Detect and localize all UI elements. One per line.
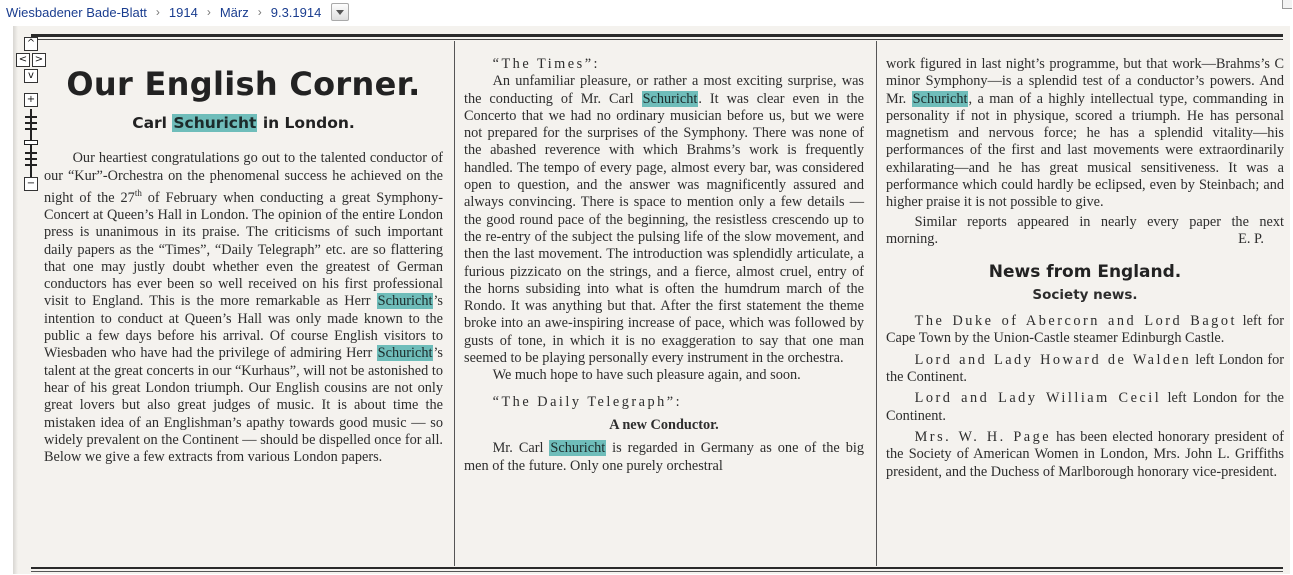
- zoom-out-button[interactable]: [24, 177, 38, 191]
- subtitle-rest: in London.: [262, 114, 355, 132]
- news-item: Lord and Lady Howard de Walden left London for the Continent.: [886, 351, 1284, 386]
- superscript: th: [134, 187, 142, 198]
- article-subtitle: [44, 115, 443, 132]
- corner-indicator: [1282, 0, 1292, 9]
- minus-icon: −: [26, 178, 36, 189]
- similar-reports: Similar reports appeared in nearly every paper the next morning.: [886, 213, 1284, 247]
- top-rule: [31, 34, 1283, 37]
- times-quote: An unfamiliar pleasure, or rather a most exciting surprise, was the conducting of Mr. Carl Schuricht. It was clear even in the Concerto that we had no ordinary musician before us, but we were not prepared for the surprises of the Symphony. There was none of the abashed reverence with which Brahms’s work is frequently handled. The tempo of every page, almost every bar, was considered open to question, and the answer was magnificently assured and always convincing. There is space to mention only a few details — the good round pace of the beginning, the resistless crescendo up to the re-entry of the subject the pulsing life of the slow movement, and then the last movement. The introduction was splendidly articulate, a furious pizzicato on the strings, and a fierce, almost cruel, entry of the horns subsiding into what is often the humdrum march of the Rondo. It was anything but that. After the first statement the theme broke into an awe-inspiring increase of pace, which was followed by gusts of tone, in which it is no exaggeration to say that one man seemed to be playing personally every instrument in the orchestra.: [464, 73, 864, 367]
- breadcrumb-separator: ›: [206, 5, 211, 19]
- article-column-3: [886, 56, 1284, 481]
- search-highlight: Schuricht: [550, 440, 606, 457]
- zoom-slider-track[interactable]: [30, 109, 32, 185]
- hope-paragraph: We much hope to have such pleasure again, and soon.: [492, 367, 801, 384]
- article-paragraph: Our heartiest congratulations go out to the talented conductor of our “Kur”-Orchestra on the phenomenal success he achieved on the night of the 27th of February when conducting a great Symphony-Concert at Queen’s Hall in London. The opinion of the entire London press is unanimous in its praise. The criticisms of such important daily papers as the “Times”, “Daily Telegraph” etc. are so flattering that one may justly doubt whether even the greatest of German conductors has ever been so well received on his first professional visit to England. This is the more remarkable as Herr Schuricht’s intention to conduct at Queen’s Hall was only made known to the public a few days before his arrival. Of course English visitors to Wiesbaden who have had the privilege of admiring Herr Schuricht’s talent at the great concerts in our “Kurhaus”, will not be astonished to hear of his great London triumph. Our English cousins are not only great lovers but also great judges of music. It is about time the mistaken idea of an Englishman’s apathy towards good music — so widely prevalent on the Continent — should be dispelled once for all. Below we give a few extracts from various London papers.: [44, 150, 444, 466]
- subtitle-first-name: Carl: [132, 114, 167, 132]
- zoom-slider-tick: [25, 122, 37, 124]
- pan-down-button[interactable]: [24, 69, 38, 83]
- zoom-slider-tick: [25, 116, 37, 118]
- pan-left-button[interactable]: [16, 53, 30, 67]
- signature: E. P.: [1238, 231, 1264, 248]
- breadcrumb-item-year[interactable]: 1914: [168, 4, 198, 20]
- column-divider: [454, 41, 455, 566]
- breadcrumb: [0, 0, 1293, 24]
- column-divider: [876, 41, 877, 566]
- breadcrumb-item-date[interactable]: 9.3.1914: [270, 4, 322, 20]
- arrow-down-icon: v: [28, 70, 34, 81]
- news-item: The Duke of Abercorn and Lord Bagot left for Cape Town by the Union-Castle steamer Edinburgh Castle.: [886, 313, 1284, 347]
- article-column-2: [464, 56, 864, 475]
- telegraph-quote-continued: work figured in last night’s programme, but that work—Brahms’s C minor Symphony—is a splendid test of a conductor’s powers. And Mr. Schuricht, a man of a highly intellectual type, commanding in personality if not in physique, scored a triumph. He has personal magnetism and nervous force; he has a splendid vitality—his performances of the first and last movements were extraordinarily exhilarating—and he has great musical sensitiveness. It was a performance which could hardly be eclipsed, even by Steinbach; and higher praise it is not possible to give.: [886, 56, 1284, 211]
- newspaper-page-view[interactable]: [13, 26, 1290, 574]
- telegraph-heading: “The Daily Telegraph”:: [492, 393, 683, 410]
- news-item: Mrs. W. H. Page has been elected honorary president of the Society of American Women in London, Mrs. John L. Griffiths president, and the Duchess of Marlborough honorary vice-president.: [886, 428, 1284, 480]
- article-column-1: [44, 66, 443, 466]
- top-rule-thin: [31, 39, 1283, 40]
- search-highlight: Schuricht: [912, 90, 968, 107]
- telegraph-quote: Mr. Carl Schuricht is regarded in Germany as one of the big men of the future. Only one purely orchestral: [464, 440, 864, 474]
- search-highlight: Schuricht: [173, 114, 257, 132]
- zoom-slider-tick: [25, 128, 37, 130]
- bottom-rule-thin: [31, 571, 1283, 572]
- article-title: Our English Corner.: [66, 65, 421, 103]
- news-heading: News from England.: [988, 261, 1182, 282]
- bottom-rule: [31, 567, 1283, 569]
- pan-right-button[interactable]: [32, 53, 46, 67]
- breadcrumb-item-month[interactable]: März: [219, 4, 249, 20]
- breadcrumb-separator: ›: [257, 5, 262, 19]
- breadcrumb-dropdown-button[interactable]: [331, 3, 349, 21]
- arrow-up-icon: ^: [26, 38, 36, 49]
- breadcrumb-separator: ›: [155, 5, 160, 19]
- breadcrumb-item-newspaper[interactable]: Wiesbadener Bade-Blatt: [6, 4, 147, 20]
- society-news-heading: Society news.: [1032, 286, 1138, 303]
- arrow-right-icon: >: [34, 54, 44, 65]
- news-item: Lord and Lady William Cecil left London for the Continent.: [886, 390, 1284, 424]
- search-highlight: Schuricht: [377, 293, 433, 310]
- chevron-down-icon: [336, 10, 344, 15]
- zoom-slider-tick: [25, 158, 37, 160]
- plus-icon: +: [26, 94, 36, 105]
- search-highlight: Schuricht: [642, 90, 698, 107]
- times-heading: “The Times”:: [492, 56, 601, 72]
- zoom-slider-tick: [25, 152, 37, 154]
- arrow-left-icon: <: [18, 54, 28, 65]
- pan-up-button[interactable]: [24, 37, 38, 51]
- new-conductor-heading: A new Conductor.: [609, 416, 719, 433]
- zoom-slider-handle[interactable]: [24, 140, 38, 145]
- zoom-slider-tick: [25, 164, 37, 166]
- page-edge: [13, 26, 18, 574]
- search-highlight: Schuricht: [377, 345, 433, 362]
- zoom-in-button[interactable]: [24, 93, 38, 107]
